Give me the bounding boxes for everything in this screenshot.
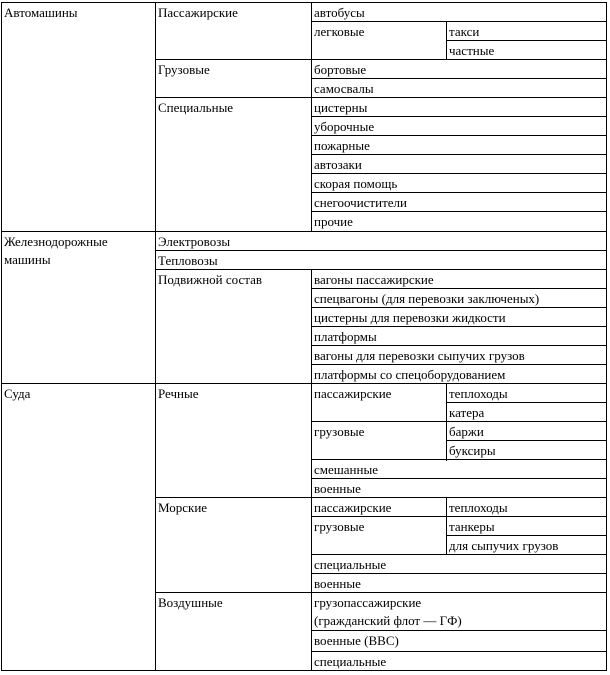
- item-sea-cargo: грузовые: [314, 519, 365, 534]
- item-rolling-stock: спецвагоны (для перевозки заключеных): [314, 291, 540, 306]
- row-line: [311, 288, 607, 289]
- table-border-right: [606, 2, 607, 671]
- table-border-top: [1, 2, 607, 3]
- item-air-cargo-passenger-line1: грузопассажирские: [314, 595, 422, 610]
- item-special: скорая помощь: [314, 176, 398, 191]
- item-river-barges: баржи: [449, 424, 484, 439]
- item-rolling-stock: вагоны пассажирские: [314, 272, 434, 287]
- column-divider-3-sea: [446, 498, 447, 555]
- item-sea-special: специальные: [314, 557, 387, 572]
- column-divider-1: [155, 2, 156, 671]
- row-line: [311, 630, 607, 631]
- row-line: [155, 592, 607, 593]
- subcategory-diesel-locomotives: Тепловозы: [158, 253, 218, 268]
- item-sea-bulk: для сыпучих грузов: [449, 538, 559, 553]
- item-special: цистерны: [314, 100, 368, 115]
- row-line: [311, 516, 607, 517]
- group-divider-rail: [1, 231, 607, 232]
- item-rolling-stock: вагоны для перевозки сыпучих грузов: [314, 348, 525, 363]
- item-special: автозаки: [314, 157, 362, 172]
- item-special: пожарные: [314, 138, 370, 153]
- item-river-cargo: грузовые: [314, 424, 365, 439]
- row-line: [311, 345, 607, 346]
- row-line: [311, 307, 607, 308]
- item-river-passenger: пассажирские: [314, 386, 392, 401]
- column-divider-3-river: [446, 383, 447, 461]
- item-river-military: военные: [314, 481, 361, 496]
- item-river-motorships: теплоходы: [449, 386, 508, 401]
- row-line: [311, 364, 607, 365]
- row-line: [446, 40, 607, 41]
- row-line: [311, 192, 607, 193]
- group-divider-ships: [1, 383, 607, 384]
- item-rolling-stock: платформы: [314, 329, 377, 344]
- row-line: [446, 440, 607, 441]
- row-line: [311, 116, 607, 117]
- subcategory-special-cars: Специальные: [158, 100, 234, 115]
- subcategory-rolling-stock: Подвижной состав: [158, 272, 262, 287]
- item-flatbed: бортовые: [314, 62, 367, 77]
- row-line: [311, 421, 607, 422]
- item-river-boats: катера: [449, 405, 485, 420]
- row-line: [311, 326, 607, 327]
- subcategory-sea: Морские: [158, 500, 208, 515]
- item-river-tugs: буксиры: [449, 443, 496, 458]
- item-private: частные: [449, 43, 495, 58]
- row-line: [155, 497, 607, 498]
- row-line: [311, 573, 607, 574]
- row-line: [311, 135, 607, 136]
- row-line: [155, 59, 607, 60]
- row-line: [311, 154, 607, 155]
- table-border-left: [1, 2, 2, 671]
- item-sea-tankers: танкеры: [449, 519, 495, 534]
- item-river-mixed: смешанные: [314, 462, 378, 477]
- item-sea-passenger: пассажирские: [314, 500, 392, 515]
- row-line: [311, 211, 607, 212]
- item-taxi: такси: [449, 24, 480, 39]
- item-buses: автобусы: [314, 5, 365, 20]
- row-line: [446, 535, 607, 536]
- item-sea-military: военные: [314, 576, 361, 591]
- item-special: снегоочистители: [314, 195, 407, 210]
- subcategory-passenger-cars: Пассажирские: [158, 5, 238, 20]
- category-ships: Суда: [4, 386, 31, 401]
- item-special: прочие: [314, 214, 353, 229]
- item-air-military: военные (ВВС): [314, 633, 399, 648]
- row-line: [311, 21, 607, 22]
- item-special: уборочные: [314, 119, 375, 134]
- item-air-cargo-passenger-line2: (гражданский флот — ГФ): [314, 613, 462, 628]
- row-line: [311, 173, 607, 174]
- category-rail-line2: машины: [4, 252, 51, 267]
- row-line: [155, 250, 607, 251]
- category-rail-line1: Железнодорожные: [4, 234, 108, 249]
- item-air-special: специальные: [314, 654, 387, 669]
- row-line: [311, 78, 607, 79]
- item-light-cars: легковые: [314, 24, 365, 39]
- category-cars: Автомашины: [4, 5, 78, 20]
- subcategory-air: Воздушные: [158, 595, 223, 610]
- row-line: [311, 651, 607, 652]
- row-line: [311, 554, 607, 555]
- row-line: [311, 478, 607, 479]
- subcategory-cargo-cars: Грузовые: [158, 62, 210, 77]
- column-divider-2-rest: [311, 269, 312, 671]
- subcategory-electric-locomotives: Электровозы: [158, 234, 231, 249]
- row-line: [155, 97, 607, 98]
- item-rolling-stock: цистерны для перевозки жидкости: [314, 310, 506, 325]
- item-sea-motorships: теплоходы: [449, 500, 508, 515]
- item-dump-trucks: самосвалы: [314, 81, 374, 96]
- row-line: [155, 269, 607, 270]
- row-line: [446, 402, 607, 403]
- subcategory-river: Речные: [158, 386, 199, 401]
- row-line: [311, 459, 607, 460]
- table-border-bottom: [1, 670, 607, 671]
- item-rolling-stock: платформы со спецоборудованием: [314, 367, 506, 382]
